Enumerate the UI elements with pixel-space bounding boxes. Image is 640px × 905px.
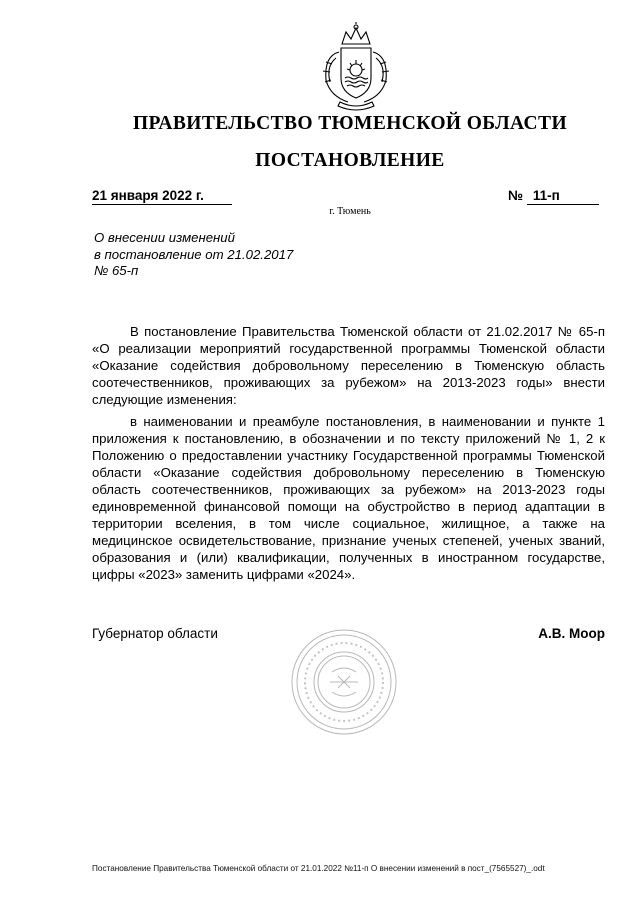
body-paragraph: в наименовании и преамбуле постановления, в наименовании и пункте 1 приложения к постановлению, в обозначении и по тексту приложений № 1, 2 к Положению о предоставлении участнику Государственной программы Тюменской области «Оказание содействия добровольному переселению в Тюменскую область соотечественников, проживающих за рубежом» на 2013-2023 годы единовременной финансовой помощи на обустройство в период адаптации в территории вселения, в том числе социальное, жилищное, а также на медицинское освидетельствование, признание ученых степеней, ученых званий, образования и (или) квалификации, полученных в иностранном государстве, цифры «2023» заменить цифрами «2024».: [92, 414, 605, 582]
coat-of-arms-icon: [312, 22, 400, 114]
official-seal-icon: [290, 628, 398, 736]
document-subject: [94, 230, 394, 280]
signer-name: А.В. Моор: [538, 626, 605, 641]
subject-line: в постановление от 21.02.2017: [94, 246, 294, 262]
body-paragraph: В постановление Правительства Тюменской области от 21.02.2017 № 65-п «О реализации мероприятий государственной программы Тюменской области «Оказание содействия добровольному переселению в Тюменскую область соотечественников, проживающих за рубежом» на 2013-2023 годы» внести следующие изменения:: [92, 324, 605, 407]
document-date: 21 января 2022 г.: [92, 188, 232, 205]
city-label: г. Тюмень: [329, 206, 371, 217]
document-body: [92, 323, 605, 583]
number-prefix: №: [508, 188, 524, 203]
document-number: [508, 188, 604, 205]
subject-line: № 65-п: [94, 263, 139, 278]
organization-title: ПРАВИТЕЛЬСТВО ТЮМЕНСКОЙ ОБЛАСТИ: [132, 113, 568, 134]
document-type-heading: ПОСТАНОВЛЕНИЕ: [255, 150, 445, 171]
document-footer: Постановление Правительства Тюменской области от 21.01.2022 №11-п О внесении изменений в пост_(7565527)_.odt: [92, 864, 545, 873]
subject-line: О внесении изменений: [94, 230, 235, 245]
signer-position: Губернатор области: [92, 626, 218, 641]
number-value: 11-п: [527, 188, 599, 205]
